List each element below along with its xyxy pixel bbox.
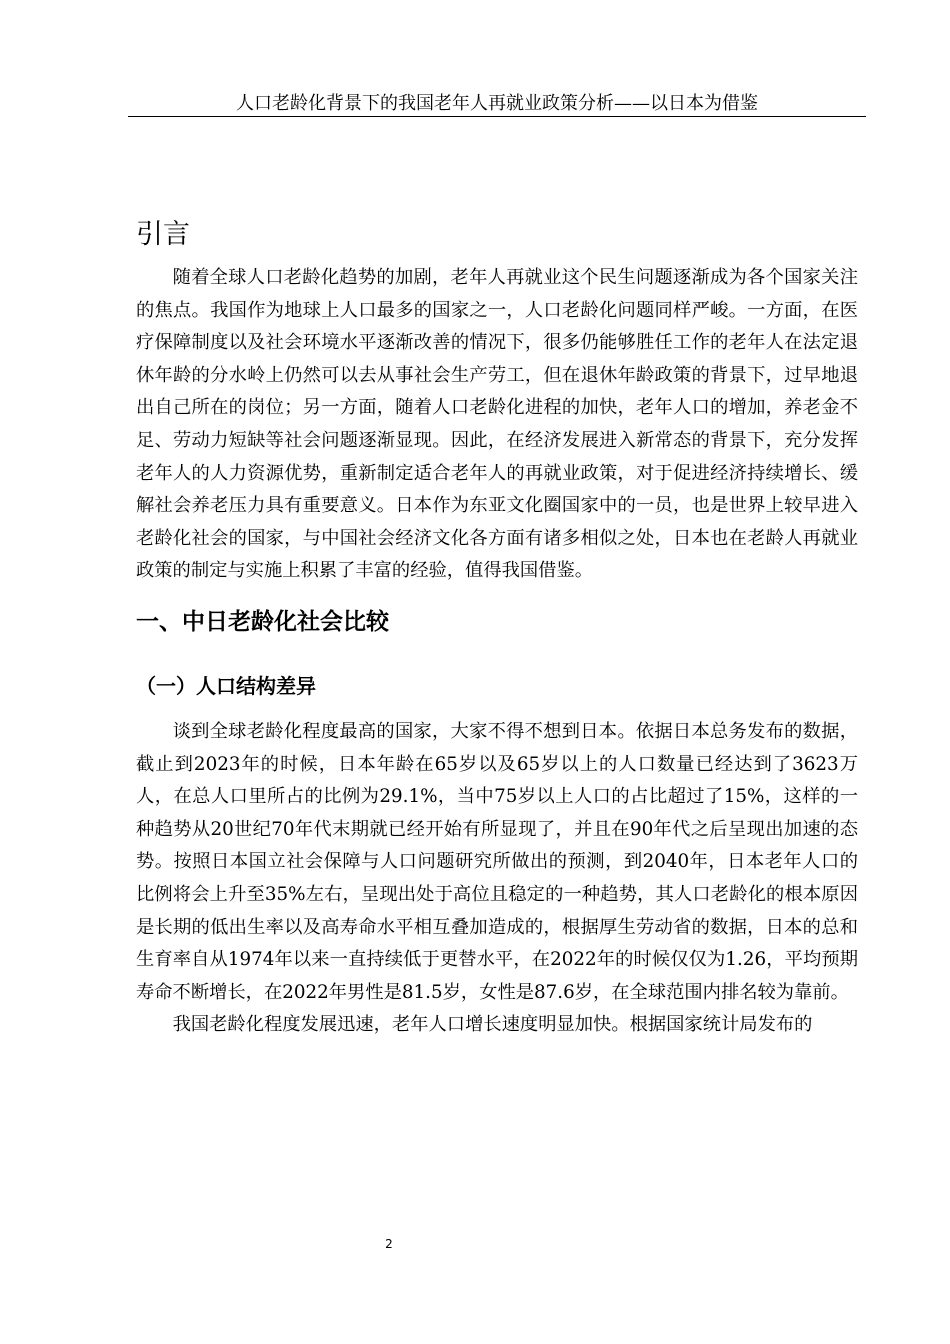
running-header: 人口老龄化背景下的我国老年人再就业政策分析——以日本为借鉴: [236, 93, 758, 114]
section-1-paragraph-1: 谈到全球老龄化程度最高的国家，大家不得不想到日本。依据日本总务发布的数据，截止到2023年的时候，日本年龄在65岁以及65岁以上的人口数量已经达到了3623万人，在总人口里所占的比例为29.1%，当中75岁以上人口的占比超过了15%，这样的一种趋势从20世纪70年代末期就已经开始有所显现了，并且在90年代之后呈现出加速的态势。按照日本国立社会保障与人口问题研究所做出的预测，到2040年，日本老年人口的比例将会上升至35%左右，呈现出处于高位且稳定的一种趋势，其人口老龄化的根本原因是长期的低出生率以及高寿命水平相互叠加造成的，根据厚生劳动省的数据，日本的总和生育率自从1974年以来一直持续低于更替水平，在2022年的时候仅仅为1.26，平均预期寿命不断增长，在2022年男性是81.5岁，女性是87.6岁，在全球范围内排名较为靠前。: [136, 720, 858, 1003]
page-body: [136, 210, 858, 1042]
header-rule: [128, 116, 866, 117]
intro-heading: 引言: [136, 219, 190, 250]
section-1-paragraph-2: 我国老龄化程度发展迅速，老年人口增长速度明显加快。根据国家统计局发布的: [172, 1014, 813, 1036]
page-number: 2: [385, 1237, 393, 1251]
section-1-heading: （一）人口结构差异: [136, 673, 316, 698]
chapter-1-heading: 一、中日老龄化社会比较: [136, 608, 389, 635]
intro-paragraph: 随着全球人口老龄化趋势的加剧，老年人再就业这个民生问题逐渐成为各个国家关注的焦点。我国作为地球上人口最多的国家之一，人口老龄化问题同样严峻。一方面，在医疗保障制度以及社会环境水平逐渐改善的情况下，很多仍能够胜任工作的老年人在法定退休年龄的分水岭上仍然可以去从事社会生产劳工，但在退休年龄政策的背景下，过早地退出自己所在的岗位；另一方面，随着人口老龄化进程的加快，老年人口的增加，养老金不足、劳动力短缺等社会问题逐渐显现。因此，在经济发展进入新常态的背景下，充分发挥老年人的人力资源优势，重新制定适合老年人的再就业政策，对于促进经济持续增长、缓解社会养老压力具有重要意义。日本作为东亚文化圈国家中的一员，也是世界上较早进入老龄化社会的国家，与中国社会经济文化各方面有诸多相似之处，日本也在老龄人再就业政策的制定与实施上积累了丰富的经验，值得我国借鉴。: [136, 267, 858, 582]
